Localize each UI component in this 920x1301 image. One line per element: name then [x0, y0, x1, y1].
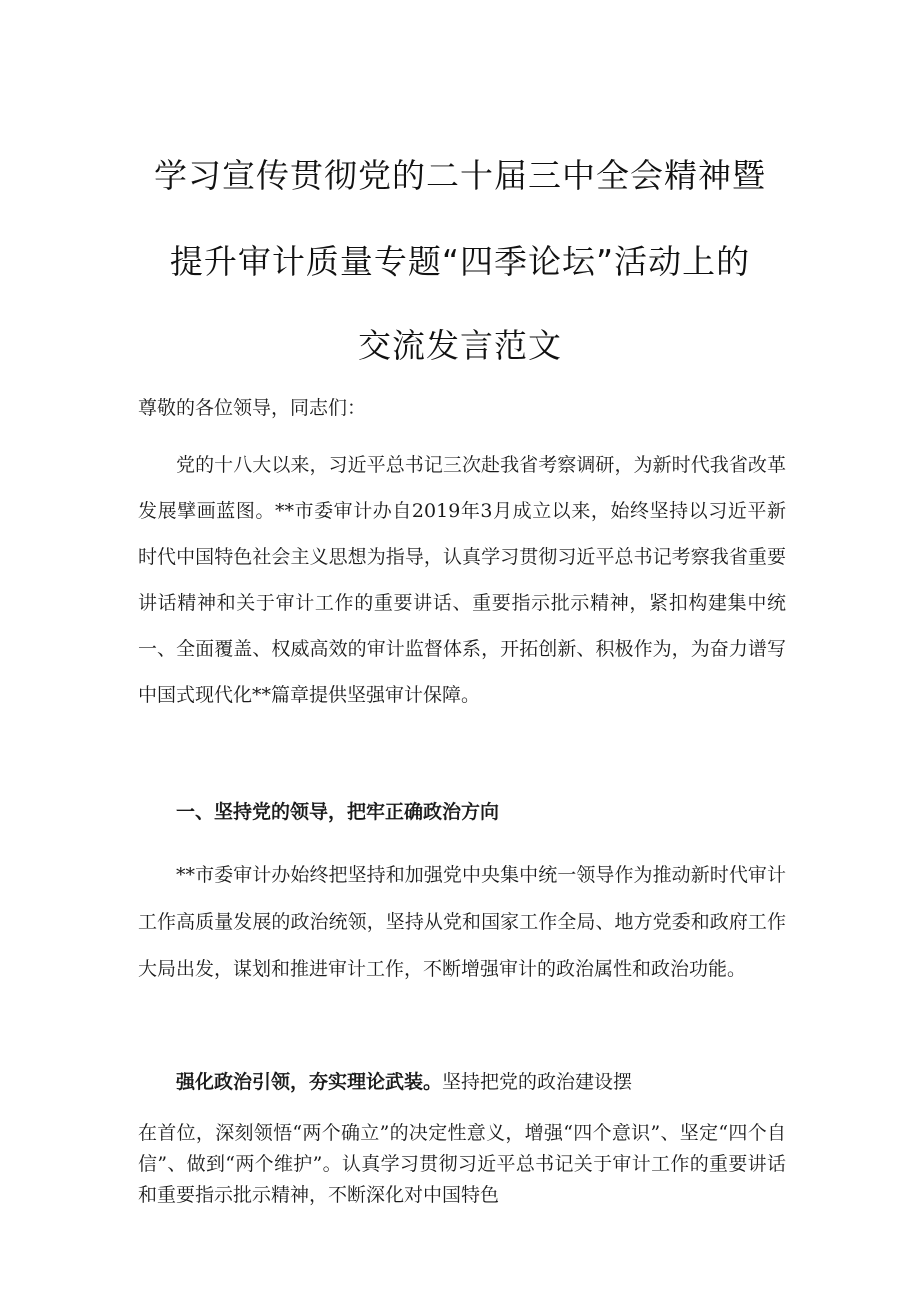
- point-1-lead-text: 坚持把党的政治建设摆: [442, 1071, 633, 1093]
- section-heading-1: 一、坚持党的领导，把牢正确政治方向: [176, 801, 500, 823]
- point-1-bold-heading: 强化政治引领，夯实理论武装。: [176, 1071, 443, 1093]
- point-1-continuation: 在首位，深刻领悟“两个确立”的决定性意义，增强“四个意识”、坚定“四个自信”、做到“两个维护”。认真学习贯彻习近平总书记关于审计工作的重要讲话和重要指示批示精神，不断深化对中国特色: [138, 1122, 786, 1206]
- intro-paragraph: 党的十八大以来，习近平总书记三次赴我省考察调研，为新时代我省改革发展擘画蓝图。**市委审计办自2019年3月成立以来，始终坚持以习近平新时代中国特色社会主义思想为指导，认真学习贯彻习近平总书记考察我省重要讲话精神和关于审计工作的重要讲话、重要指示批示精神，紧扣构建集中统一、全面覆盖、权威高效的审计监督体系，开拓创新、积极作为，为奋力谱写中国式现代化**篇章提供坚强审计保障。: [138, 454, 786, 706]
- salutation: 尊敬的各位领导，同志们：: [138, 397, 367, 419]
- section-1-paragraph: **市委审计办始终把坚持和加强党中央集中统一领导作为推动新时代审计工作高质量发展的政治统领，坚持从党和国家工作全局、地方党委和政府工作大局出发，谋划和推进审计工作，不断增强审计的政治属性和政治功能。: [138, 864, 786, 980]
- title-line-3: 交流发言范文: [358, 326, 562, 365]
- point-1-lead-line: [176, 1067, 632, 1097]
- title-line-1: 学习宣传贯彻党的二十届三中全会精神暨: [154, 156, 766, 195]
- title-line-2: 提升审计质量专题“四季论坛”活动上的: [169, 242, 751, 281]
